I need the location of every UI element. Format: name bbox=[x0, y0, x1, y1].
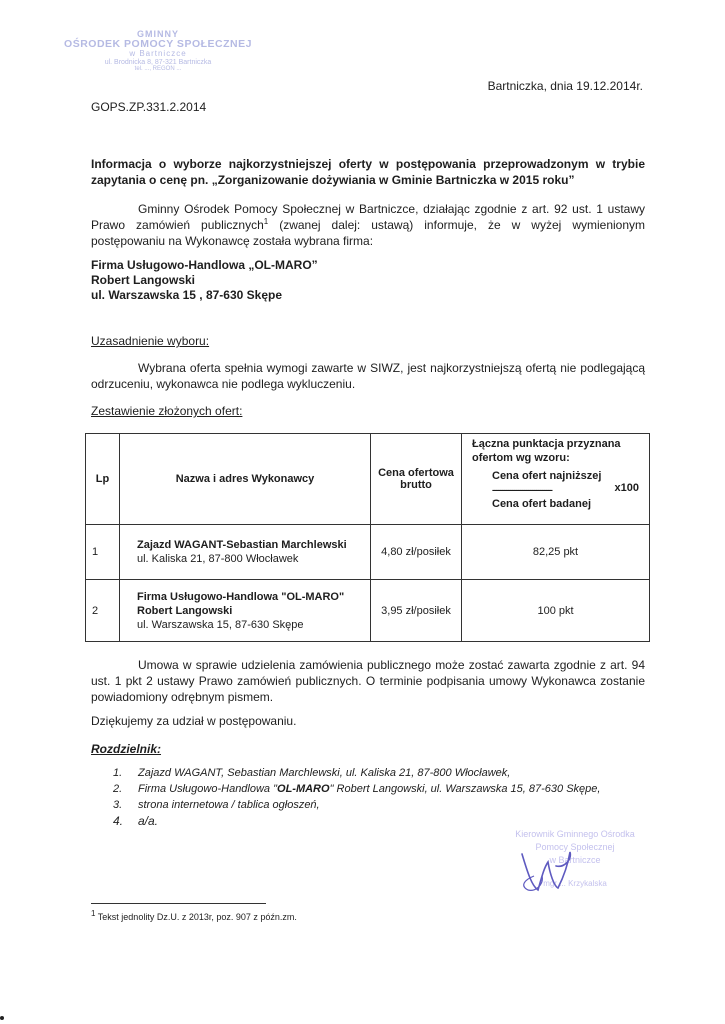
stamp-line: Pomocy Społecznej bbox=[535, 842, 615, 852]
office-stamp bbox=[58, 30, 258, 72]
stamp-line: GMINNY bbox=[137, 29, 179, 39]
stamp-line: ul. Brodnicka 8, 87-321 Bartniczka bbox=[104, 58, 212, 66]
stamp-line: w Bartniczce bbox=[129, 49, 187, 59]
list-number: 1. bbox=[113, 767, 123, 779]
list-number: 4. bbox=[113, 814, 124, 828]
list-item bbox=[113, 813, 600, 829]
stamp-line: tel. ..., REGON ... bbox=[134, 66, 182, 73]
contract-paragraph: Umowa w sprawie udzielenia zamówienia publicznego może zostać zawarta zgodnie z art. 94 ust. 1 pkt 2 ustawy Prawo zamówień publicznych. O terminie podpisania umowy Wykonawca zostanie powiadomiony odrębnym pismem. bbox=[91, 658, 645, 704]
row-company: Zajazd WAGANT-Sebastian Marchlewski bbox=[137, 539, 347, 551]
stamp-line: Kierownik Gminnego Ośrodka bbox=[515, 829, 635, 839]
list-item bbox=[113, 781, 600, 797]
list-text bbox=[138, 781, 600, 797]
list-text: Zajazd WAGANT, Sebastian Marchlewski, ul. Kaliska 21, 87-800 Włocławek, bbox=[138, 767, 511, 779]
row-score: 82,25 pkt bbox=[462, 525, 650, 580]
header-score bbox=[462, 434, 650, 525]
row-address: ul. Warszawska 15, 87-630 Skępe bbox=[137, 618, 304, 631]
winner-owner: Robert Langowski bbox=[91, 273, 196, 287]
place-date: Bartniczka, dnia 19.12.2014r. bbox=[487, 79, 643, 93]
list-item bbox=[113, 765, 600, 781]
formula-multiplier: x100 bbox=[614, 482, 639, 494]
header-price: Cena ofertowa brutto bbox=[371, 434, 462, 525]
formula-line: ------------------------------ bbox=[492, 485, 552, 495]
justification-heading: Uzasadnienie wyboru: bbox=[91, 334, 210, 348]
offers-table bbox=[85, 433, 650, 642]
intro-text-rest: (zwanej dalej: ustawą) informuje, że w wyżej wymienionym postępowaniu na Wykonawcę została wybrana firma: bbox=[91, 218, 645, 248]
reference-number: GOPS.ZP.331.2.2014 bbox=[91, 100, 207, 114]
winner-name: Firma Usługowo-Handlowa „OL-MARO” bbox=[91, 258, 318, 272]
footnote-separator bbox=[91, 903, 266, 904]
list-number: 2. bbox=[113, 783, 123, 795]
formula-denominator: Cena ofert badanej bbox=[492, 498, 592, 510]
stamp-line: OŚRODEK POMOCY SPOŁECZNEJ bbox=[64, 38, 252, 51]
winner-address: ul. Warszawska 15 , 87-630 Skępe bbox=[91, 288, 282, 302]
list-text-bold: OL-MARO bbox=[277, 783, 330, 795]
justification-text: Wybrana oferta spełnia wymogi zawarte w SIWZ, jest najkorzystniejszą ofertą nie podlegającą odrzuceniu, wykonawca nie podlega wykluczeniu. bbox=[91, 361, 645, 391]
table-row bbox=[86, 580, 650, 642]
intro-text: Gminny Ośrodek Pomocy Społecznej w Bartniczce, działając zgodnie z art. 92 ust. 1 ustawy Prawo zamówień publicznych bbox=[91, 202, 645, 232]
scan-mark bbox=[0, 1016, 4, 1020]
list-text: a/a. bbox=[138, 814, 159, 828]
row-score: 100 pkt bbox=[462, 580, 650, 642]
stamp-line: w Bartniczce bbox=[549, 855, 601, 865]
formula-numerator: Cena ofert najniższej bbox=[492, 470, 602, 482]
footnote-text: Tekst jednolity Dz.U. z 2013r, poz. 907 z późn.zm. bbox=[95, 912, 297, 922]
row-lp: 1 bbox=[86, 525, 120, 580]
winner-block bbox=[91, 258, 318, 303]
stamp-line: mgr ... Krzykalska bbox=[543, 879, 607, 888]
footnote-number: 1 bbox=[91, 909, 96, 918]
list-item bbox=[113, 797, 600, 813]
header-lp: Lp bbox=[86, 434, 120, 525]
list-text-pre: Firma Usługowo-Handlowa " bbox=[138, 783, 278, 795]
list-text-post: " Robert Langowski, ul. Warszawska 15, 87-630 Skępe, bbox=[329, 783, 601, 795]
row-company: Firma Usługowo-Handlowa "OL-MARO" Robert Langowski bbox=[137, 590, 345, 617]
score-title: Łączna punktacja przyznana ofertom wg wzoru: bbox=[472, 438, 621, 464]
document-title: Informacja o wyborze najkorzystniejszej oferty w postępowania przeprowadzonym w trybie zapytania o cenę pn. „Zorganizowanie dożywiania w Gminie Bartniczka w 2015 roku” bbox=[91, 157, 645, 187]
row-price: 3,95 zł/posiłek bbox=[371, 580, 462, 642]
score-formula bbox=[472, 467, 645, 521]
row-name bbox=[120, 580, 371, 642]
row-lp: 2 bbox=[86, 580, 120, 642]
handwritten-signature bbox=[514, 846, 584, 896]
distribution-title: Rozdzielnik: bbox=[91, 742, 162, 756]
footnote-ref: 1 bbox=[263, 217, 269, 226]
table-header-row bbox=[86, 434, 650, 525]
footnote bbox=[91, 909, 297, 922]
row-price: 4,80 zł/posiłek bbox=[371, 525, 462, 580]
list-text: strona internetowa / tablica ogłoszeń, bbox=[138, 799, 320, 811]
row-name bbox=[120, 525, 371, 580]
distribution-list bbox=[113, 765, 600, 829]
header-name: Nazwa i adres Wykonawcy bbox=[120, 434, 371, 525]
row-address: ul. Kaliska 21, 87-800 Włocławek bbox=[137, 553, 299, 565]
list-number: 3. bbox=[113, 799, 123, 811]
summary-heading: Zestawienie złożonych ofert: bbox=[91, 404, 243, 418]
thanks-text: Dziękujemy za udział w postępowaniu. bbox=[91, 714, 297, 728]
intro-paragraph bbox=[91, 201, 645, 249]
table-row bbox=[86, 525, 650, 580]
